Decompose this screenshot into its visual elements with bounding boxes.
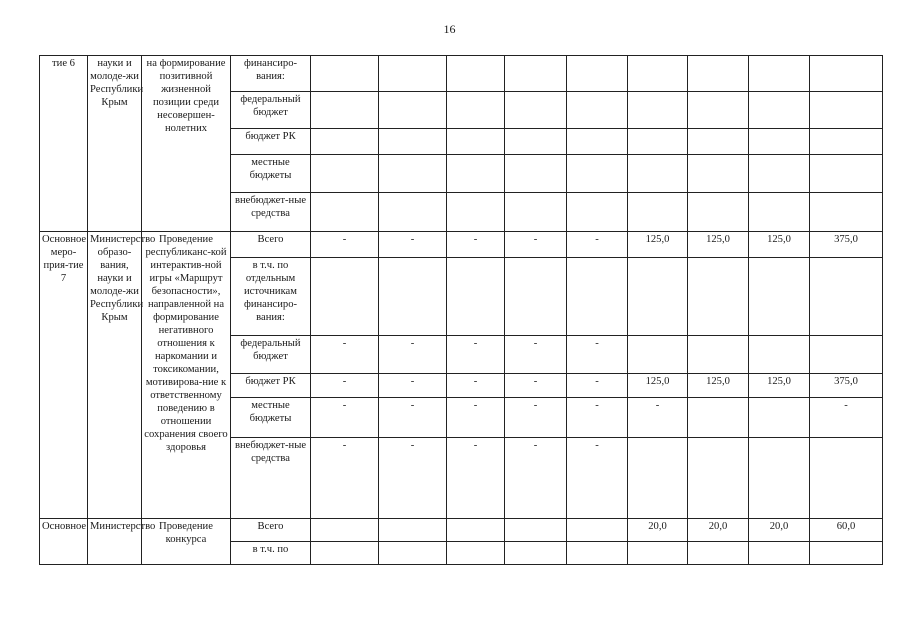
value-cell [505, 193, 567, 232]
description-cell: Проведение республиканс-кой интерактив-ной игры «Маршрут безопасности», направленной на формирование негативного отношения к наркомании и токсикомании, мотивирова-ние к ответственному поведению в отношении сохранения своего здоровья [142, 232, 231, 519]
value-cell: - [379, 438, 447, 519]
value-cell: - [379, 232, 447, 258]
value-cell [379, 92, 447, 129]
value-cell [447, 258, 505, 336]
value-cell [379, 519, 447, 542]
value-cell [749, 336, 810, 374]
value-cell: - [447, 398, 505, 438]
value-cell [688, 542, 749, 565]
value-cell: 125,0 [628, 232, 688, 258]
value-cell [628, 258, 688, 336]
value-cell: - [311, 232, 379, 258]
value-cell: - [379, 398, 447, 438]
funding-source-cell: в т.ч. по отдельным источникам финансиро-вания: [231, 258, 311, 336]
value-cell [311, 258, 379, 336]
funding-source-cell: Всего [231, 519, 311, 542]
value-cell: - [379, 336, 447, 374]
value-cell [567, 92, 628, 129]
value-cell: - [379, 374, 447, 398]
value-cell: - [628, 398, 688, 438]
value-cell [567, 155, 628, 193]
value-cell: - [810, 398, 883, 438]
value-cell: - [567, 438, 628, 519]
value-cell: 20,0 [688, 519, 749, 542]
table-row [40, 56, 883, 92]
value-cell [810, 92, 883, 129]
value-cell [505, 129, 567, 155]
value-cell [311, 193, 379, 232]
value-cell [567, 542, 628, 565]
value-cell [810, 438, 883, 519]
value-cell [567, 258, 628, 336]
measure-name-cell: Основное [40, 519, 88, 565]
value-cell: - [567, 232, 628, 258]
value-cell: - [567, 398, 628, 438]
value-cell: - [311, 374, 379, 398]
value-cell [688, 193, 749, 232]
value-cell [688, 155, 749, 193]
value-cell: 60,0 [810, 519, 883, 542]
executor-cell: Министерство [88, 519, 142, 565]
value-cell [447, 542, 505, 565]
value-cell: - [567, 374, 628, 398]
executor-cell: науки и молоде-жи Республики Крым [88, 56, 142, 232]
measure-name-cell: тие 6 [40, 56, 88, 232]
table-row [40, 232, 883, 258]
description-cell: на формирование позитивной жизненной позиции среди несовершен-нолетних [142, 56, 231, 232]
value-cell [311, 519, 379, 542]
measure-name-cell: Основное меро-прия-тие 7 [40, 232, 88, 519]
funding-source-cell: бюджет РК [231, 374, 311, 398]
value-cell [379, 56, 447, 92]
value-cell: - [311, 438, 379, 519]
value-cell: 20,0 [628, 519, 688, 542]
value-cell [311, 542, 379, 565]
value-cell [810, 258, 883, 336]
value-cell [379, 542, 447, 565]
value-cell: - [447, 232, 505, 258]
description-cell: Проведение конкурса [142, 519, 231, 565]
value-cell [447, 519, 505, 542]
value-cell: - [447, 336, 505, 374]
value-cell [810, 336, 883, 374]
value-cell [447, 56, 505, 92]
value-cell [749, 193, 810, 232]
funding-source-cell: федеральный бюджет [231, 336, 311, 374]
value-cell: 125,0 [688, 374, 749, 398]
value-cell: 375,0 [810, 232, 883, 258]
value-cell [567, 56, 628, 92]
value-cell [810, 155, 883, 193]
value-cell [311, 92, 379, 129]
funding-source-cell: Всего [231, 232, 311, 258]
value-cell [810, 129, 883, 155]
value-cell [505, 542, 567, 565]
value-cell [628, 542, 688, 565]
value-cell [628, 336, 688, 374]
value-cell [749, 56, 810, 92]
value-cell [379, 155, 447, 193]
value-cell [628, 92, 688, 129]
value-cell [688, 56, 749, 92]
value-cell [311, 129, 379, 155]
value-cell [688, 92, 749, 129]
value-cell: 375,0 [810, 374, 883, 398]
value-cell [311, 56, 379, 92]
value-cell [810, 193, 883, 232]
value-cell: 125,0 [749, 374, 810, 398]
executor-cell: Министерство образо-вания, науки и молоде-жи Республики Крым [88, 232, 142, 519]
value-cell [688, 438, 749, 519]
value-cell [505, 519, 567, 542]
funding-source-cell: федеральный бюджет [231, 92, 311, 129]
funding-source-cell: местные бюджеты [231, 398, 311, 438]
value-cell [447, 193, 505, 232]
value-cell [505, 155, 567, 193]
funding-source-cell: внебюджет-ные средства [231, 438, 311, 519]
value-cell: - [311, 336, 379, 374]
value-cell [505, 56, 567, 92]
value-cell [447, 92, 505, 129]
value-cell [810, 56, 883, 92]
value-cell [628, 193, 688, 232]
value-cell [810, 542, 883, 565]
value-cell: 20,0 [749, 519, 810, 542]
value-cell [749, 258, 810, 336]
value-cell [628, 155, 688, 193]
value-cell [628, 56, 688, 92]
value-cell [749, 438, 810, 519]
value-cell: - [447, 374, 505, 398]
funding-source-cell: внебюджет-ные средства [231, 193, 311, 232]
value-cell: - [447, 438, 505, 519]
value-cell [379, 258, 447, 336]
funding-source-cell: в т.ч. по [231, 542, 311, 565]
value-cell [628, 438, 688, 519]
value-cell: - [505, 398, 567, 438]
value-cell [379, 193, 447, 232]
value-cell [311, 155, 379, 193]
value-cell [749, 155, 810, 193]
value-cell [567, 519, 628, 542]
value-cell: - [505, 232, 567, 258]
table-row [40, 519, 883, 542]
value-cell [688, 336, 749, 374]
value-cell [567, 193, 628, 232]
value-cell [379, 129, 447, 155]
value-cell: 125,0 [628, 374, 688, 398]
value-cell: 125,0 [688, 232, 749, 258]
value-cell [567, 129, 628, 155]
value-cell [447, 155, 505, 193]
value-cell [749, 92, 810, 129]
value-cell [505, 258, 567, 336]
value-cell: - [505, 374, 567, 398]
funding-source-cell: бюджет РК [231, 129, 311, 155]
value-cell: - [505, 336, 567, 374]
value-cell [688, 129, 749, 155]
value-cell [749, 398, 810, 438]
value-cell: - [505, 438, 567, 519]
value-cell [749, 542, 810, 565]
page-number: 16 [443, 22, 456, 36]
value-cell [688, 258, 749, 336]
program-table [39, 55, 883, 565]
value-cell [447, 129, 505, 155]
value-cell: - [311, 398, 379, 438]
funding-source-cell: местные бюджеты [231, 155, 311, 193]
value-cell [688, 398, 749, 438]
value-cell: 125,0 [749, 232, 810, 258]
value-cell: - [567, 336, 628, 374]
value-cell [749, 129, 810, 155]
value-cell [505, 92, 567, 129]
funding-source-cell: финансиро-вания: [231, 56, 311, 92]
value-cell [628, 129, 688, 155]
